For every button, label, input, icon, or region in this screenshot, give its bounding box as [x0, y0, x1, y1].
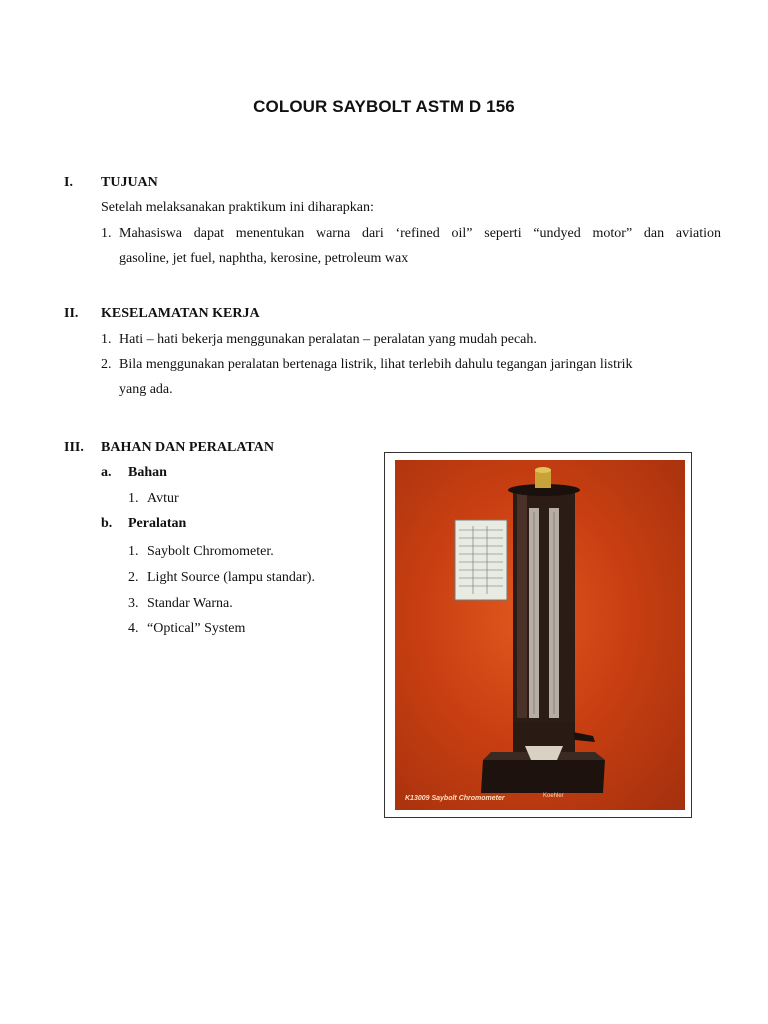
section-2-item-number: 2.	[101, 357, 112, 372]
section-2-item-text: Hati – hati bekerja menggunakan peralatan – peralatan yang mudah pecah.	[119, 332, 537, 347]
peralatan-item-number: 4.	[128, 621, 139, 636]
peralatan-item-text: Light Source (lampu standar).	[147, 570, 315, 585]
section-1-item-line2: gasoline, jet fuel, naphtha, kerosine, petroleum wax	[119, 251, 409, 266]
peralatan-item-number: 1.	[128, 544, 139, 559]
peralatan-label: Peralatan	[128, 516, 187, 531]
section-2-item-line2: yang ada.	[119, 382, 173, 397]
peralatan-letter: b.	[101, 516, 113, 531]
figure-caption: K13009 Saybolt Chromometer	[405, 795, 505, 802]
chromometer-illustration	[395, 460, 685, 810]
eyepiece-top	[535, 467, 551, 473]
peralatan-item-text: Saybolt Chromometer.	[147, 544, 274, 559]
peralatan-item-number: 3.	[128, 596, 139, 611]
color-standard-chart	[455, 520, 507, 600]
instrument-base	[481, 760, 605, 793]
bahan-letter: a.	[101, 465, 112, 480]
figure-brand: Koehler	[543, 793, 564, 799]
section-1-item-line1: Mahasiswa dapat menentukan warna dari ‘refined oil” seperti “undyed motor” dan aviation	[119, 226, 721, 241]
section-1-numeral: I.	[64, 175, 73, 190]
section-1-heading: TUJUAN	[101, 175, 158, 190]
column-highlight	[517, 494, 527, 718]
section-1-intro: Setelah melaksanakan praktikum ini diharapkan:	[101, 200, 374, 215]
section-2-item-number: 1.	[101, 332, 112, 347]
chromometer-photo	[395, 460, 685, 810]
viewing-mirror	[525, 746, 563, 760]
peralatan-item-text: Standar Warna.	[147, 596, 233, 611]
section-1-item-number: 1.	[101, 226, 112, 241]
section-3-heading: BAHAN DAN PERALATAN	[101, 440, 274, 455]
bahan-label: Bahan	[128, 465, 167, 480]
page-title: COLOUR SAYBOLT ASTM D 156	[253, 97, 515, 116]
chromometer-figure	[384, 452, 692, 818]
section-3-numeral: III.	[64, 440, 84, 455]
bahan-item-text: Avtur	[147, 491, 179, 506]
section-2-heading: KESELAMATAN KERJA	[101, 306, 260, 321]
peralatan-item-number: 2.	[128, 570, 139, 585]
peralatan-item-text: “Optical” System	[147, 621, 246, 636]
bahan-item-number: 1.	[128, 491, 139, 506]
section-2-item-line1: Bila menggunakan peralatan bertenaga listrik, lihat terlebih dahulu tegangan jaringan listrik	[119, 357, 633, 372]
section-2-numeral: II.	[64, 306, 79, 321]
adjustment-knob	[573, 732, 595, 742]
